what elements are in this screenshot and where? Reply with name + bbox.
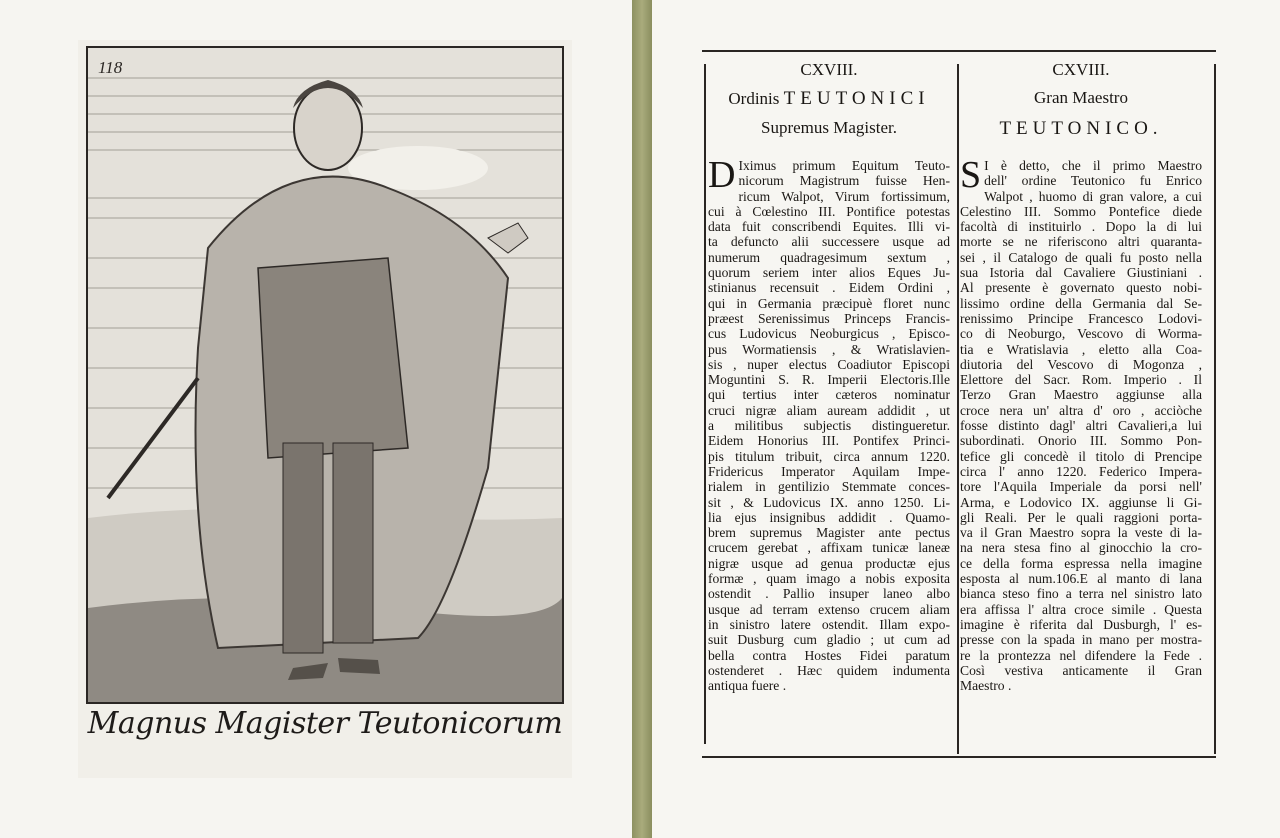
text-line: esposta al num.106.E al manto di lana [960, 571, 1202, 587]
text-line: gli Reali. Per le quali raggioni porta- [960, 509, 1202, 525]
title-main: TEUTONICI [783, 88, 930, 109]
text-line: renissimo Principe Francesco Lodovi- [960, 310, 1202, 326]
text-line: rialem in gentilizio Stemmate conces- [708, 479, 950, 495]
text-line: numerum quadragesimum sextum , [708, 249, 950, 265]
text-line: ostenderet . Hæc quidem indumenta [708, 662, 950, 678]
text-line: va il Gran Maestro sopra la veste di la- [960, 525, 1202, 541]
text-line: a militibus subjectis distingueretur. [708, 418, 950, 434]
text-line: nigræ usque ad genua productæ ejus [708, 555, 950, 571]
text-line: tia e Wratislavia , eletto alla Coa- [960, 341, 1202, 357]
drop-cap: S [960, 154, 982, 196]
latin-body [708, 154, 950, 694]
frame-rule-right [1214, 64, 1216, 754]
text-line: co di Neoburgo, Vescovo di Worma- [960, 326, 1202, 342]
text-line: na nera stesa fino al ginocchio la cro- [960, 540, 1202, 556]
text-line: cruci nigræ aliam auream addidit , ut [708, 402, 950, 418]
text-line: bella contra Hostes Fidei paratum [708, 647, 950, 663]
text-line: quorum seriem inter alios Eques Ju- [708, 265, 950, 281]
engraving-knight-illustration [88, 48, 562, 702]
text-line: Arma, e Lodovico IX. aggiunse li Gi- [960, 494, 1202, 510]
text-line: ta defuncto alii successere usque ad [708, 234, 950, 250]
text-line: I è detto, che il primo Maestro [984, 158, 1202, 173]
text-line: lia ejus insignibus addidit . Quamo- [708, 509, 950, 525]
text-line: usque ad terram extenso crucem aliam [708, 601, 950, 617]
text-line: data fuit conscribendi Equites. Illi vi- [708, 219, 950, 235]
engraving-caption: Magnus Magister Teutonicorum [87, 706, 563, 741]
text-line: re la prontezza nel difendere la Fede . [960, 647, 1202, 663]
text-line: Iximus primum Equitum Teuto- [738, 158, 950, 173]
text-line: Fridericus Imperator Aquilam Impe- [708, 463, 950, 479]
italian-body [960, 154, 1202, 694]
text-line: Maestro . [960, 678, 1012, 694]
column-subtitle: TEUTONICO. [999, 118, 1163, 139]
text-line: Elettore del Sacr. Rom. Imperio . Il [960, 372, 1202, 388]
chapter-number: CXVIII. [800, 60, 858, 79]
text-line: ce della forma espressa nella imagine [960, 555, 1202, 571]
text-line: qui in Germania præcipuè floret nunc [708, 295, 950, 311]
text-line: lissimo ordine della Germania dal Se- [960, 295, 1202, 311]
chapter-number: CXVIII. [1052, 60, 1110, 79]
text-line: antiqua fuere . [708, 678, 787, 694]
book-gutter [632, 0, 652, 838]
italian-column [960, 58, 1202, 693]
text-line: Moguntini S. R. Imperii Electoris.Ille [708, 372, 950, 388]
text-line: subordinati. Onorio III. Sommo Pon- [960, 433, 1202, 449]
column-title: Gran Maestro [1034, 88, 1128, 107]
drop-cap: D [708, 154, 736, 196]
engraving-plate [86, 46, 564, 704]
text-line: stinianus recensuit . Eidem Ordini , [708, 280, 950, 296]
text-line: dell' ordine Teutonico fu Enrico [984, 173, 1202, 189]
text-line: diutoria del Vescovo di Mogonza , [960, 356, 1202, 372]
title-prefix: Ordinis [728, 89, 780, 108]
text-line: Celestino III. Sommo Pontefice diede [960, 203, 1202, 219]
text-line: cus Ludovicus Neoburgicus , Episco- [708, 326, 950, 342]
column-title [708, 88, 950, 112]
text-line: cui à Cœlestino III. Pontifice potestas [708, 203, 950, 219]
text-line: qui tertius inter cæteros nominatur [708, 387, 950, 403]
text-line: tore l'Aquila Imperiale da porsi nell' [960, 479, 1202, 495]
text-line: sit , & Ludovicus IX. anno 1250. Li- [708, 494, 950, 510]
text-line: Walpot , huomo di gran valore, a cui [984, 188, 1202, 204]
text-line: morte se ne riferiscono altri quaranta- [960, 234, 1202, 250]
text-line: suit Dusburg cum gladio ; ut cum ad [708, 632, 950, 648]
text-line: imagine è riferita dal Dusburgh, l' es- [960, 616, 1202, 632]
frame-rule-left [704, 64, 706, 744]
text-line: ostendit . Pallio insuper laneo albo [708, 586, 950, 602]
text-line: facoltà di instituirlo . Dopo la di lui [960, 219, 1202, 235]
text-line: bianca steso fino a terra nel sinistro lato [960, 586, 1202, 602]
text-line: croce nera un' altra d' oro , acciòche [960, 402, 1202, 418]
text-line: Così vestiva anticamente il Gran [960, 662, 1202, 678]
column-divider [957, 64, 959, 754]
text-line: sis , nuper electus Coadiutor Episcopi [708, 356, 950, 372]
column-subtitle: Supremus Magister. [761, 118, 897, 137]
text-line: circa l' anno 1220. Federico Impera- [960, 463, 1202, 479]
text-line: tefice gli concedè il titolo di Prencipe [960, 448, 1202, 464]
text-line: pus Wormatiensis , & Wratislavien- [708, 341, 950, 357]
text-line: Al presente è governato questo nobi- [960, 280, 1202, 296]
text-line: nicorum Magistrum fuisse Hen- [738, 173, 950, 189]
text-line: era affissa l' altra croce simile . Questa [960, 601, 1202, 617]
text-line: præest Serenissimus Princeps Francis- [708, 310, 950, 326]
right-page [652, 0, 1280, 838]
plate-number: 118 [98, 58, 123, 77]
text-line: sei , il Catalogo de quali fu posto nella [960, 249, 1202, 265]
text-line: presse con la spada in mano per mostra- [960, 632, 1202, 648]
text-line: fosse distinto dagl' altri Cavalieri,a lui [960, 418, 1202, 434]
text-line: Eidem Honorius III. Pontifex Princi- [708, 433, 950, 449]
latin-column [708, 58, 950, 693]
left-page [0, 0, 632, 838]
text-line: in sinistro latere ostendit. Illam expo- [708, 616, 950, 632]
text-line: crucem gerebat , affixam tunicæ laneæ [708, 540, 950, 556]
text-line: ricum Walpot, Virum fortissimum, [738, 188, 950, 204]
text-line: Terzo Gran Maestro aggiunse alla [960, 387, 1202, 403]
text-line: sua Istoria dal Cavaliere Giustiniani . [960, 265, 1202, 281]
text-line: pis titulum tribuit, circa annum 1220. [708, 448, 950, 464]
text-line: formæ , quam imago a nobis exposita [708, 571, 950, 587]
text-line: brem supremus Magister ante pectus [708, 525, 950, 541]
